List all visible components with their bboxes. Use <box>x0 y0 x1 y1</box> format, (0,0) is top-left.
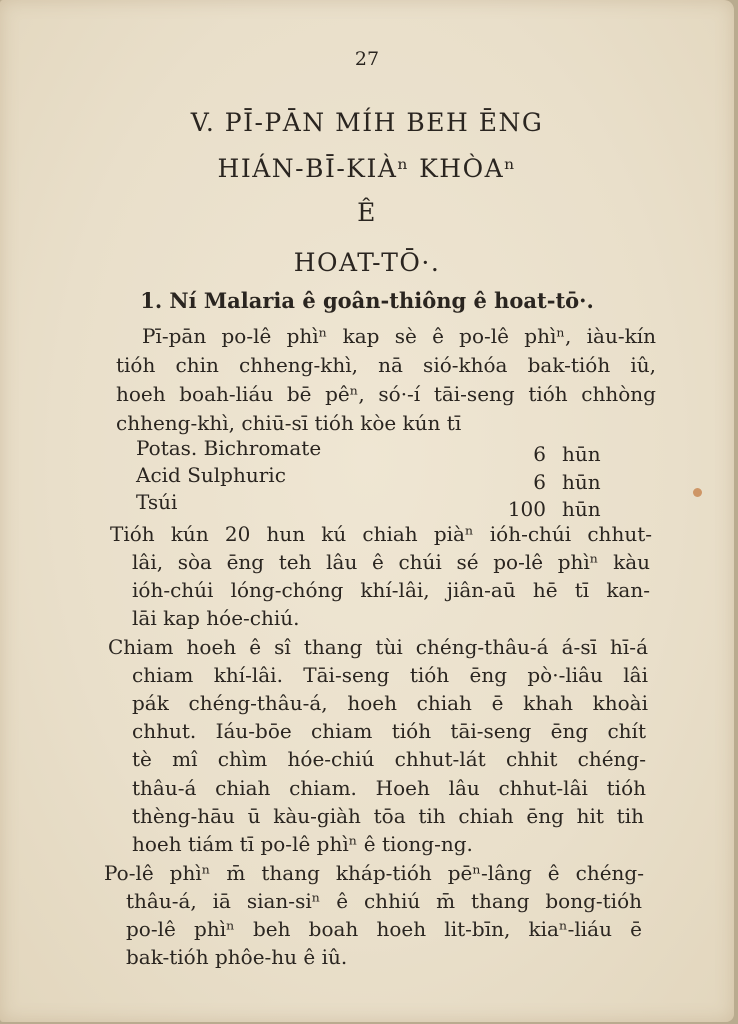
text-line: pák chéng-thâu-á, hoeh chiah ē khah khoài <box>132 691 648 715</box>
text-line: Tióh kún 20 hun kú chiah piàⁿ ióh-chúi chhut- <box>110 522 652 546</box>
text-line: Chiam hoeh ê sî thang tùi chéng-thâu-á á-sī hī-á <box>108 635 648 659</box>
recipe-item-qty: 100 <box>507 497 546 521</box>
text-line: tè mî chìm hóe-chiú chhut-lát chhit chéng- <box>132 747 646 771</box>
text-line: ióh-chúi lóng-chóng khí-lâi, jiân-aū hē tī kan- <box>132 578 650 602</box>
text-line: bak-tióh phôe-hu ê iû. <box>126 945 348 969</box>
text-line: hoeh boah-liáu bē pêⁿ, só·-í tāi-seng tióh chhòng <box>116 382 656 406</box>
text-line: thâu-á chiah chiam. Hoeh lâu chhut-lâi tióh <box>132 776 646 800</box>
text-line: hoeh tiám tī po-lê phìⁿ ê tiong-ng. <box>132 832 473 856</box>
recipe-item-name: Acid Sulphuric <box>136 463 286 487</box>
chapter-heading-line-4: HOAT-TŌ·. <box>293 248 441 277</box>
recipe-item-unit: hūn <box>562 442 601 466</box>
text-line: chhut. Iáu-bōe chiam tióh tāi-seng ēng chít <box>132 719 646 743</box>
chapter-heading-line-3: Ê <box>357 198 377 227</box>
paper-stain <box>693 488 702 497</box>
section-title: 1. Ní Malaria ê goân-thiông ê hoat-tō·. <box>140 288 594 313</box>
text-line: tióh chin chheng-khì, nā sió-khóa bak-tióh iû, <box>116 353 656 377</box>
recipe-item-name: Potas. Bichromate <box>136 436 322 460</box>
chapter-heading-line-1: V. PĪ-PĀN MÍH BEH ĒNG <box>190 108 544 137</box>
text-line: chheng-khì, chiū-sī tióh kòe kún tī <box>116 411 462 435</box>
text-line: thâu-á, iā sian-siⁿ ê chhiú m̄ thang bong-tióh <box>126 889 642 913</box>
text-line: chiam khí-lâi. Tāi-seng tióh ēng pò·-liâu lâi <box>132 663 648 687</box>
text-line: Po-lê phìⁿ m̄ thang kháp-tióh pēⁿ-lâng ê chéng- <box>104 861 644 885</box>
text-line: po-lê phìⁿ beh boah hoeh lit-bīn, kiaⁿ-liáu ē <box>126 917 642 941</box>
text-line: Pī-pān po-lê phìⁿ kap sè ê po-lê phìⁿ, iàu-kín <box>142 324 656 348</box>
text-line: thèng-hāu ū kàu-giàh tōa tih chiah ēng hit tih <box>132 804 644 828</box>
chapter-heading-line-2: HIÁN-BĪ-KIÀⁿ KHÒAⁿ <box>217 154 517 183</box>
text-line: lâi, sòa ēng teh lâu ê chúi sé po-lê phìⁿ kàu <box>132 550 650 574</box>
text-line: lāi kap hóe-chiú. <box>132 606 300 630</box>
recipe-item-unit: hūn <box>562 470 601 494</box>
page-number: 27 <box>354 48 380 70</box>
recipe-item-qty: 6 <box>533 470 546 494</box>
recipe-item-name: Tsúi <box>136 490 178 514</box>
recipe-item-unit: hūn <box>562 497 601 521</box>
recipe-item-qty: 6 <box>533 442 546 466</box>
